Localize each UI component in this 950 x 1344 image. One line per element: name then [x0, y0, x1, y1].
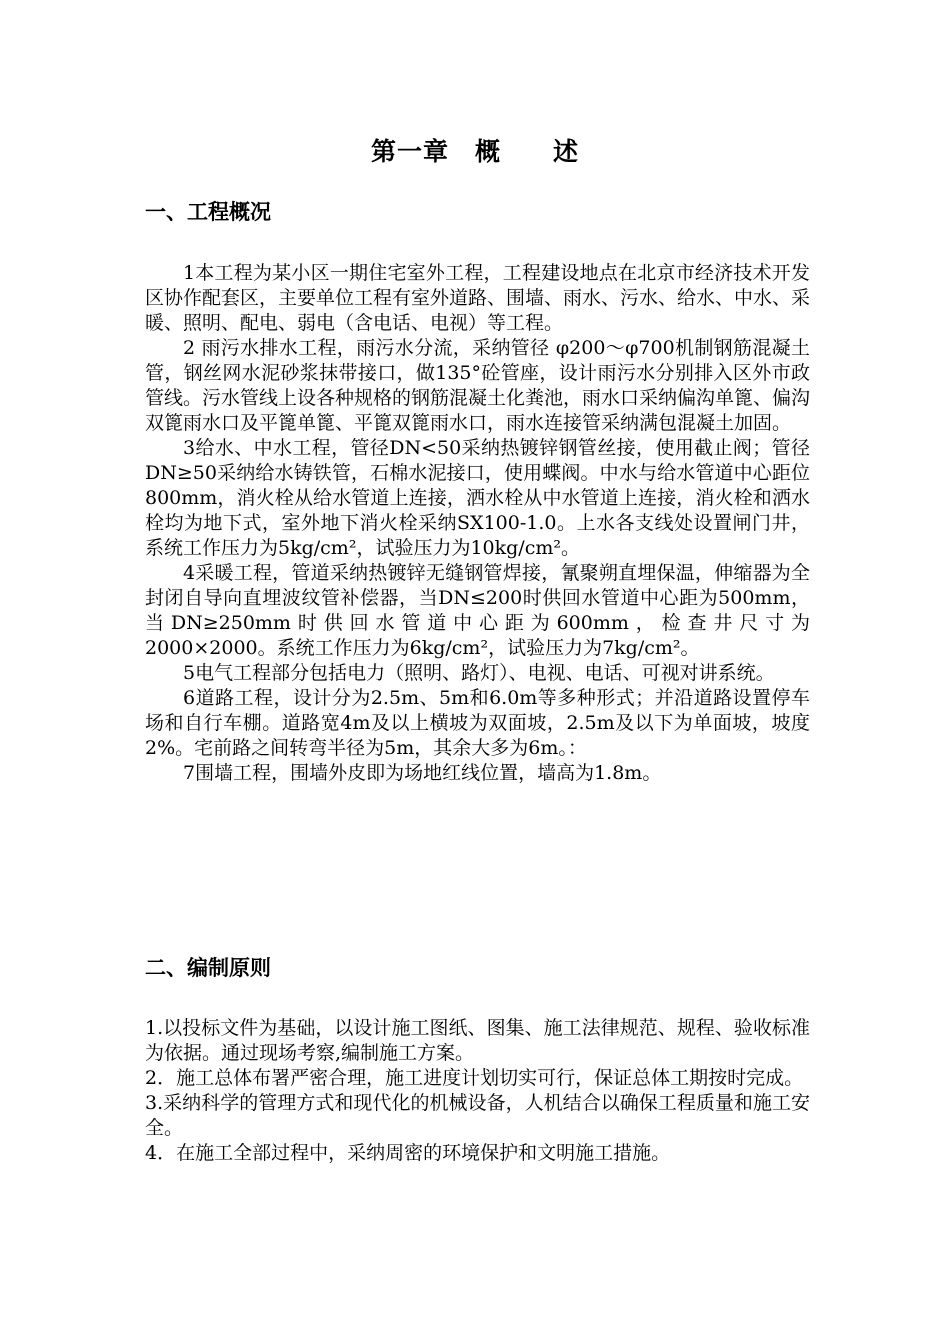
section-heading-overview: 一、工程概况 [145, 200, 271, 224]
paragraph: 2．施工总体布署严密合理，施工进度计划切实可行，保证总体工期按时完成。 [145, 1067, 804, 1089]
paragraph: 3.采纳科学的管理方式和现代化的机械设备，人机结合以确保工程质量和施工安全。 [145, 1092, 810, 1139]
paragraph: 4．在施工全部过程中，采纳周密的环境保护和文明施工措施。 [145, 1142, 671, 1164]
paragraph: 5电气工程部分包括电力（照明、路灯）、电视、电话、可视对讲系统。 [183, 662, 775, 684]
section-heading-principles: 二、编制原则 [145, 956, 271, 980]
paragraph: 2 雨污水排水工程，雨污水分流，采纳管径 φ200～φ700机制钢筋混凝土管，钢丝网水泥砂浆抹带接口，做135°砼管座，设计雨污水分别排入区外市政管线。污水管线上设各种规格的钢筋混凝土化粪池，雨水口采纳偏沟单篦、偏沟双篦雨水口及平篦单篦、平篦双篦雨水口，雨水连接管采纳满包混凝土加固。 [145, 337, 811, 434]
section-body-principles [145, 1016, 810, 1166]
paragraph: 4采暖工程，管道采纳热镀锌无缝钢管焊接，氰聚朔直埋保温，伸缩器为全封闭自导向直埋波纹管补偿器，当DN≤200时供回水管道中心距为500mm，当DN≥250mm时供回水管道中心距为600mm，检查井尺寸为2000×2000。系统工作压力为6kg/cm²，试验压力为7kg/cm²。 [145, 562, 810, 659]
paragraph: 3给水、中水工程，管径DN<50采纳热镀锌钢管丝接，使用截止阀；管径DN≥50采纳给水铸铁管，石棉水泥接口，使用蝶阀。中水与给水管道中心距位800mm，消火栓从给水管道上连接，洒水栓从中水管道上连接，消火栓和洒水栓均为地下式，室外地下消火栓采纳SX100-1.0。上水各支线处设置闸门井，系统工作压力为5kg/cm²，试验压力为10kg/cm²。 [145, 437, 810, 559]
chapter-title: 第一章 概 述 [370, 137, 579, 166]
section-body-overview [145, 261, 810, 786]
paragraph: 6道路工程，设计分为2.5m、5m和6.0m等多种形式；并沿道路设置停车场和自行车棚。道路宽4m及以上横坡为双面坡，2.5m及以下为单面坡，坡度2%。宅前路之间转弯半径为5m，其余大多为6m。： [145, 687, 810, 759]
paragraph: 7围墙工程，围墙外皮即为场地红线位置，墙高为1.8m。 [183, 762, 662, 784]
paragraph: 1.以投标文件为基础，以设计施工图纸、图集、施工法律规范、规程、验收标准为依据。通过现场考察,编制施工方案。 [145, 1017, 810, 1064]
paragraph: 1本工程为某小区一期住宅室外工程，工程建设地点在北京市经济技术开发区协作配套区，主要单位工程有室外道路、围墙、雨水、污水、给水、中水、采暖、照明、配电、弱电（含电话、电视）等工程。 [145, 262, 811, 334]
